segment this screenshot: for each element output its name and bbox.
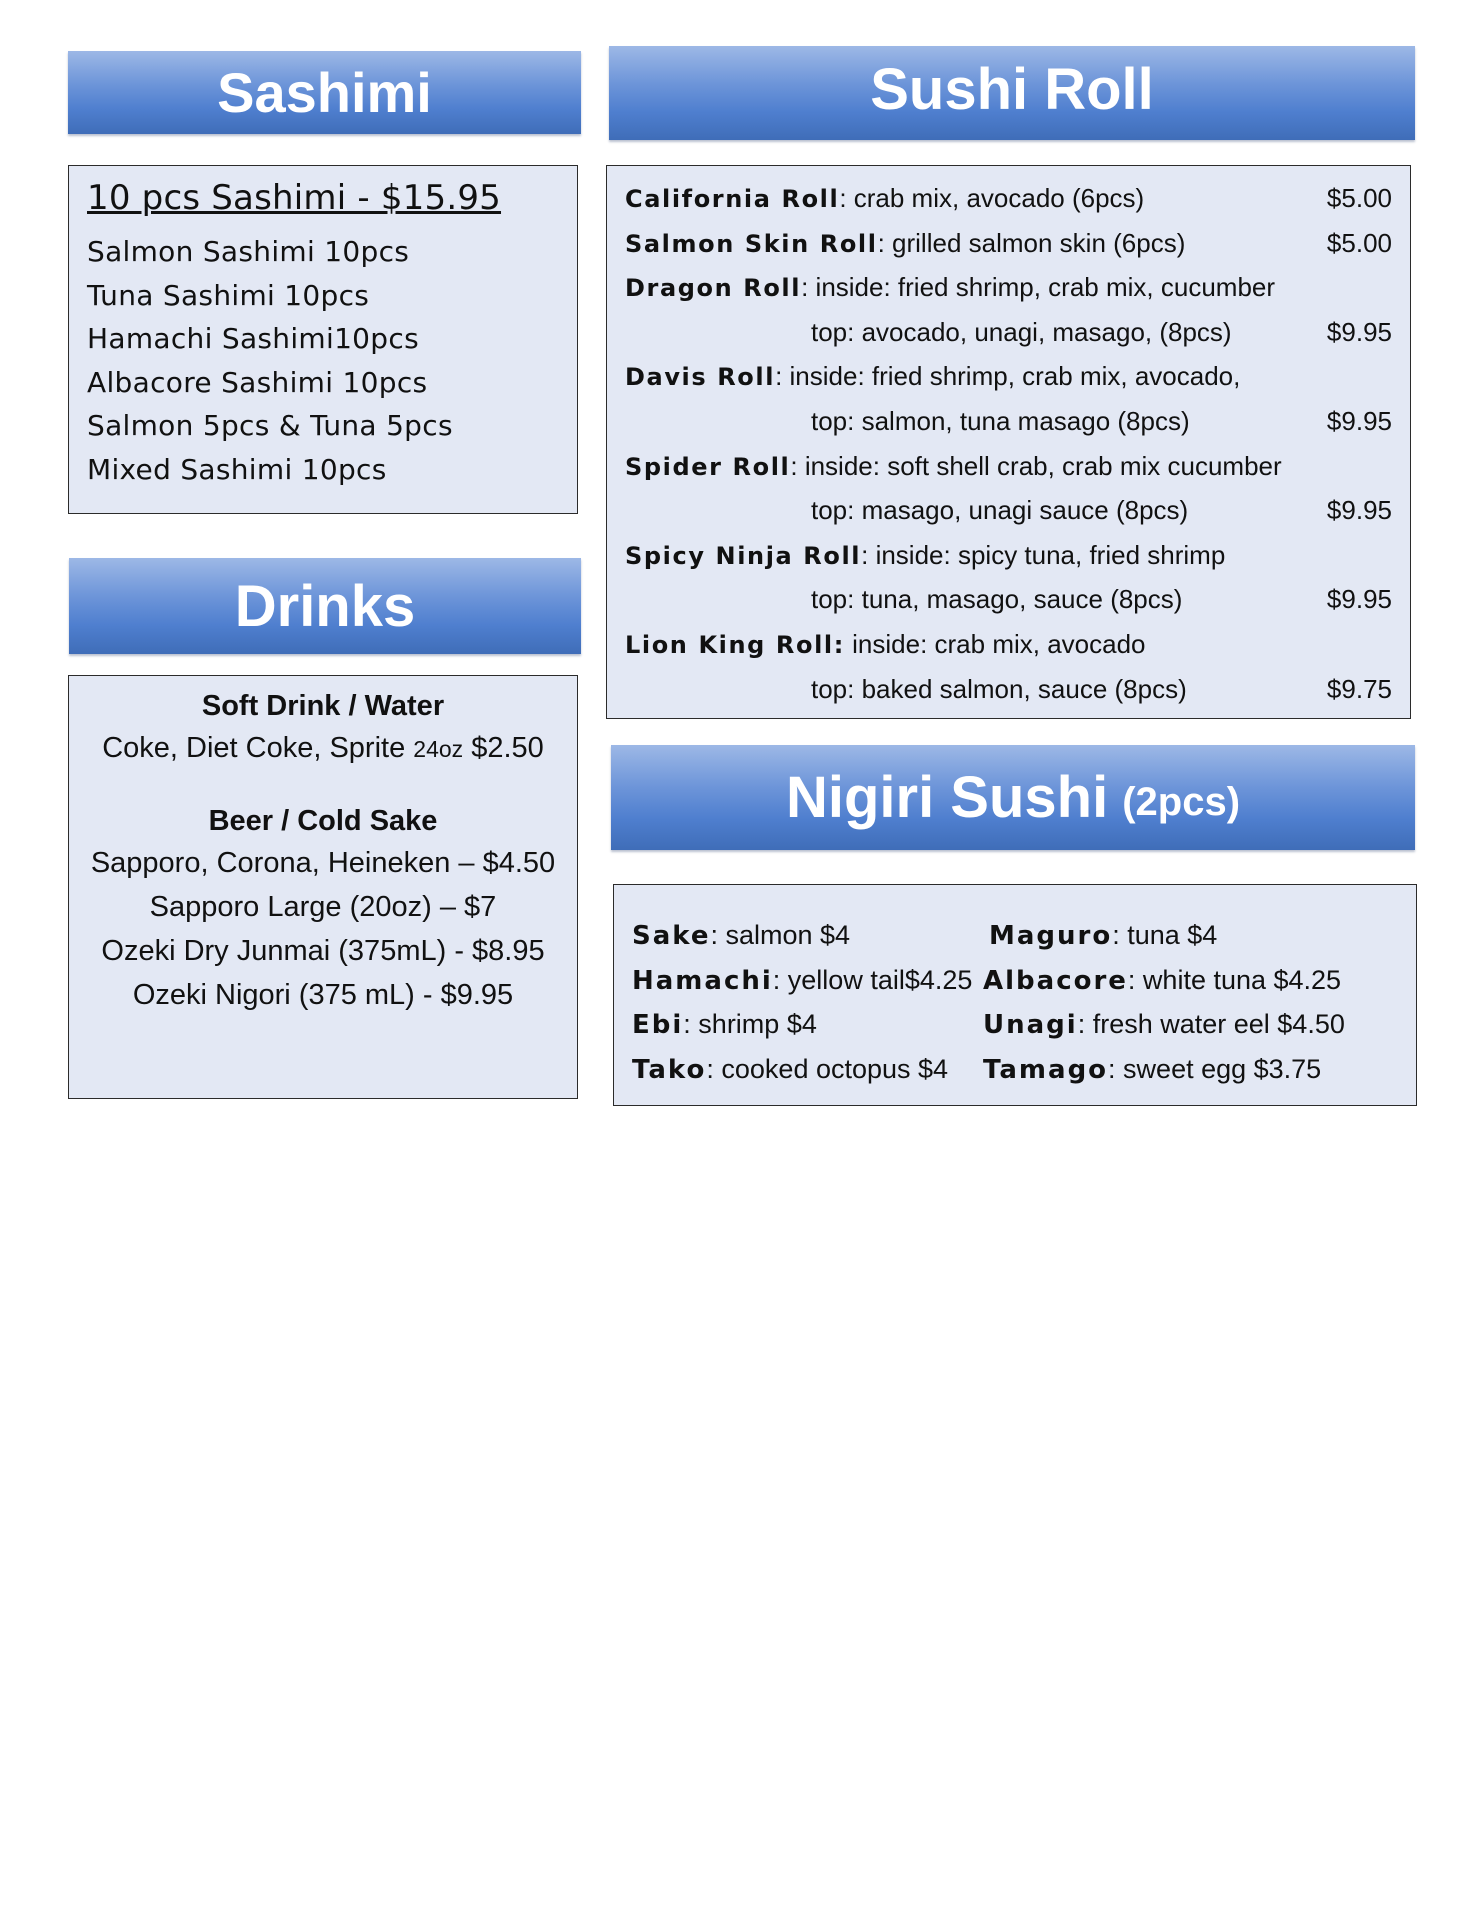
beer-line: Sapporo, Corona, Heineken – $4.50 — [90, 847, 556, 879]
roll-price: $9.75 — [1326, 673, 1392, 704]
sashimi-heading: 10 pcs Sashimi - $15.95 — [87, 178, 502, 218]
beer-line: Sapporo Large (20oz) – $7 — [149, 891, 497, 923]
sashimi-item: Albacore Sashimi 10pcs — [87, 365, 428, 399]
sashimi-title: Sashimi — [217, 61, 432, 124]
soft-drink-line — [69, 726, 577, 771]
nigiri-name: Hamachi — [632, 965, 773, 996]
nigiri-row — [614, 913, 1416, 958]
roll-top: top: salmon, tuna masago (8pcs) — [811, 405, 1190, 436]
roll-top: top: baked salmon, sauce (8pcs) — [811, 673, 1187, 704]
roll-desc: : inside: fried shrimp, crab mix, avocado, — [775, 361, 1241, 392]
drinks-panel — [68, 675, 578, 1099]
roll-line — [607, 622, 1410, 667]
roll-desc: : inside: fried shrimp, crab mix, cucumber — [801, 272, 1276, 303]
nigiri-desc: : shrimp $4 — [683, 1009, 817, 1039]
nigiri-name: Sake — [632, 921, 711, 951]
roll-line — [607, 444, 1410, 489]
roll-name: Lion King Roll: — [625, 630, 845, 659]
sashimi-panel — [68, 165, 578, 514]
roll-name: Dragon Roll — [625, 274, 802, 303]
beer-line: Ozeki Nigori (375 mL) - $9.95 — [132, 979, 514, 1011]
roll-name: California Roll — [625, 185, 840, 213]
roll-price: $5.00 — [1326, 227, 1392, 258]
roll-price: $9.95 — [1326, 495, 1392, 526]
sashimi-item: Salmon 5pcs & Tuna 5pcs — [87, 409, 453, 442]
roll-price: $5.00 — [1326, 183, 1392, 213]
soft-drink-heading: Soft Drink / Water — [201, 690, 445, 722]
nigiri-desc: : cooked octopus $4 — [706, 1053, 949, 1084]
roll-top-line — [607, 488, 1410, 533]
roll-desc: : grilled salmon skin (6pcs) — [877, 227, 1186, 258]
nigiri-desc: : tuna $4 — [1112, 920, 1218, 950]
nigiri-desc: : fresh water eel $4.50 — [1077, 1009, 1345, 1039]
roll-top-line — [607, 667, 1410, 712]
roll-top-line — [607, 577, 1410, 622]
sushi-roll-panel — [606, 165, 1411, 719]
nigiri-name: Maguro — [989, 921, 1113, 951]
roll-price: $9.95 — [1326, 405, 1392, 436]
nigiri-desc: : salmon $4 — [710, 920, 851, 950]
sashimi-item: Salmon Sashimi 10pcs — [87, 235, 410, 268]
roll-top: top: masago, unagi sauce (8pcs) — [811, 495, 1189, 526]
nigiri-desc: : sweet egg $3.75 — [1108, 1053, 1322, 1084]
sashimi-item: Mixed Sashimi 10pcs — [87, 452, 387, 486]
roll-price: $9.95 — [1326, 584, 1392, 615]
roll-desc: : inside: soft shell crab, crab mix cucumber — [790, 450, 1282, 481]
roll-name: Davis Roll — [625, 363, 776, 392]
nigiri-row — [614, 1002, 1416, 1047]
nigiri-title: Nigiri Sushi — [785, 765, 1109, 830]
roll-line — [607, 354, 1410, 399]
nigiri-name: Unagi — [983, 1010, 1078, 1040]
nigiri-row — [614, 958, 1416, 1003]
soft-drink-names: Coke, Diet Coke, Sprite — [102, 732, 414, 764]
roll-name: Salmon Skin Roll — [625, 229, 878, 258]
roll-desc: inside: crab mix, avocado — [844, 628, 1146, 659]
sushi-roll-title: Sushi Roll — [870, 56, 1154, 122]
drinks-banner — [69, 558, 581, 654]
nigiri-name: Tamago — [983, 1054, 1109, 1085]
beer-heading: Beer / Cold Sake — [208, 805, 438, 837]
sushi-roll-banner — [609, 46, 1415, 140]
beer-line: Ozeki Dry Junmai (375mL) - $8.95 — [101, 935, 545, 967]
roll-desc: : inside: spicy tuna, fried shrimp — [861, 539, 1226, 570]
roll-line — [607, 265, 1410, 310]
nigiri-name: Tako — [632, 1054, 707, 1085]
roll-desc: : crab mix, avocado (6pcs) — [839, 183, 1145, 213]
roll-top: top: tuna, masago, sauce (8pcs) — [811, 584, 1183, 615]
roll-top: top: avocado, unagi, masago, (8pcs) — [811, 316, 1232, 347]
nigiri-banner — [611, 745, 1415, 850]
nigiri-panel — [613, 884, 1417, 1106]
roll-top-line — [607, 310, 1410, 355]
roll-line — [607, 221, 1410, 266]
nigiri-name: Ebi — [632, 1010, 684, 1040]
roll-name: Spicy Ninja Roll — [625, 541, 862, 570]
nigiri-desc: : yellow tail$4.25 — [772, 964, 973, 995]
nigiri-desc: : white tuna $4.25 — [1127, 964, 1342, 995]
nigiri-subtitle: (2pcs) — [1122, 780, 1241, 824]
roll-line — [607, 176, 1410, 221]
drinks-title: Drinks — [234, 573, 416, 639]
soft-drink-price: $2.50 — [463, 732, 544, 764]
sashimi-item: Hamachi Sashimi10pcs — [87, 322, 419, 355]
sashimi-banner — [68, 51, 581, 134]
roll-top-line — [607, 399, 1410, 444]
roll-name: Spider Roll — [625, 452, 791, 481]
sashimi-item: Tuna Sashimi 10pcs — [87, 278, 370, 312]
nigiri-name: Albacore — [983, 965, 1128, 996]
nigiri-row — [614, 1047, 1416, 1092]
soft-drink-size: 24oz — [413, 736, 464, 762]
roll-price: $9.95 — [1326, 316, 1392, 347]
roll-line — [607, 533, 1410, 578]
